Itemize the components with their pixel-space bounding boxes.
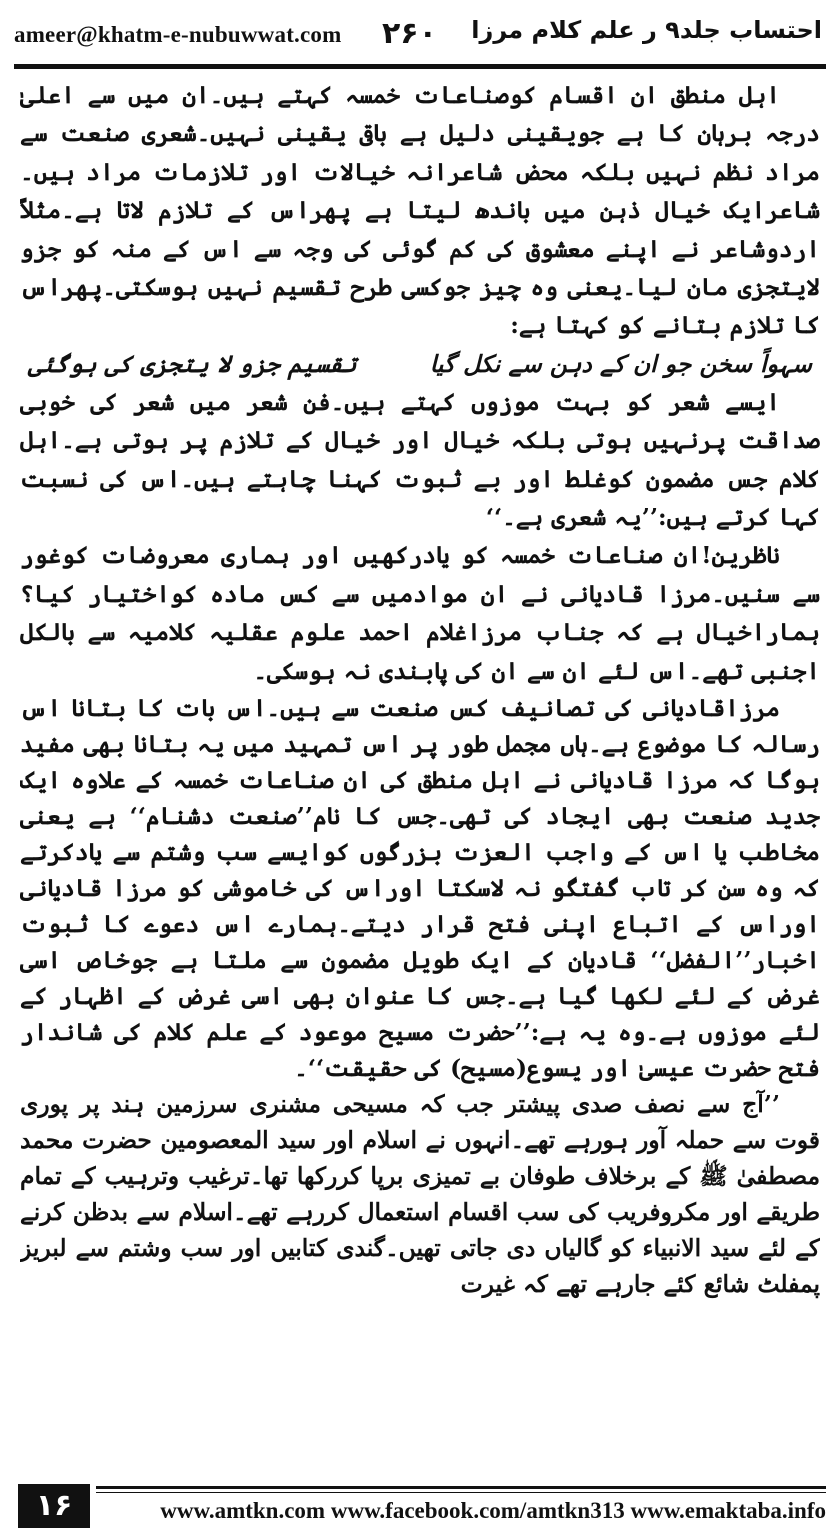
verse-line-right: سہواً سخن جو ان کے دہن سے نکل گیا [429, 349, 812, 378]
header-email: ameer@khatm-e-nubuwwat.com [14, 22, 342, 47]
page-header [0, 0, 840, 70]
page-body [20, 76, 820, 1466]
paragraph-2: ایسے شعر کو بہت موزوں کہتے ہیں۔فن شعر میں شعر کی خوبی صداقت پرنہیں ہوتی بلکہ خیال اور خیال کے تلازم پر ہوتی ہے۔اہل کلام جس مضمون کوغلط اور بے ثبوت کہنا چاہتے ہیں۔اس کی نسبت کہا کرتے ہیں:’’یہ شعری ہے۔‘‘ [20, 387, 820, 532]
header-rule [14, 64, 826, 69]
paragraph-4: مرزاقادیانی کی تصانیف کس صنعت سے ہیں۔اس بات کا بتانا اس رسالہ کا موضوع ہے۔ہاں مجمل طور پر اس تمہید میں یہ بتانا بھی مفید ہوگا کہ مرزا قادیانی نے اہل منطق کی ان صناعات خمسہ کے علاوہ ایک جدید صنعت بھی ایجاد کی تھی۔جس کا نام’’صنعت دشنام‘‘ ہے یعنی مخاطب یا اس کے واجب العزت بزرگوں کوایسے سب وشتم سے یادکرتے کہ وہ سن کر تاب گفتگو نہ لاسکتا اوراس کی خاموشی کو مرزا قادیانی اوراس کے اتباع اپنی فتح قرار دیتے۔ہمارے اس دعوے کا ثبوت اخبار’’الفضل‘‘ قادیان کے ایک طویل مضمون سے ملتا ہے جوخاص اسی غرض کے لئے لکھا گیا ہے۔جس کا عنوان بھی اسی غرض کے اظہار کے لئے موزوں ہے۔وہ یہ ہے:’’حضرت مسیح موعود کے علم کلام کی شاندار فتح حضرت عیسیٰ اور یسوع(مسیح) کی حقیقت‘‘۔ [20, 694, 820, 1083]
page-footer [0, 1476, 840, 1540]
footer-rule-thin [96, 1492, 826, 1493]
verse-line-left: تقسیم جزو لا یتجزی کی ہوگئی [28, 349, 357, 378]
footer-urls: www.amtkn.com www.facebook.com/amtkn313 www.emaktaba.info [160, 1498, 826, 1523]
header-book-title: احتساب جلد۹ ر علم کلام مرزا [471, 16, 822, 44]
paragraph-3: ناظرین!ان صناعات خمسہ کو یادرکھیں اور ہماری معروضات کوغور سے سنیں۔مرزا قادیانی نے ان موادمیں سے کس مادہ کواختیار کیا؟ ہماراخیال ہے کہ جناب مرزاغلام احمد علوم عقلیہ کلامیہ سے بالکل اجنبی تھے۔اس لئے ان سے ان کی پابندی نہ ہوسکی۔ [20, 541, 820, 685]
quoted-paragraph: ’’آج سے نصف صدی پیشتر جب کہ مسیحی مشنری سرزمین ہند پر پوری قوت سے حملہ آور ہورہے تھے۔انہوں نے اسلام اور سید المعصومین حضرت محمد مصطفیٰ ﷺ کے برخلاف طوفان بے تمیزی برپا کررکھا تھا۔ترغیب وترہیب کے تمام طریقے اور مکروفریب کی سب اقسام استعمال کررہے تھے۔اسلام سے بدظن کرنے کے لئے سید الانبیاء کو گالیاں دی جاتی تھیں۔گندی کتابیں اور سب وشتم سے لبریز پمفلٹ شائع کئے جارہے تھے کہ غیرت [20, 1090, 820, 1299]
footer-rule-thick [96, 1486, 826, 1489]
header-page-number: ۲۶۰ [382, 16, 437, 51]
paragraph-1: اہل منطق ان اقسام کوصناعات خمسہ کہتے ہیں۔ان میں سے اعلیٰ درجہ برہان کا ہے جویقینی دلیل ہے باقی یقینی نہیں۔شعری صنعت سے مراد نظم نہیں بلکہ محض شاعرانہ خیالات اور تلازمات مراد ہیں۔شاعرایک خیال ذہن میں باندھ لیتا ہے پھراس کے تلازم لاتا ہے۔مثلاً اردوشاعر نے اپنے معشوق کی کم گوئی کی وجہ سے اس کے منہ کو جزو لایتجزی مان لیا۔یعنی وہ چیز جوکسی طرح تقسیم نہیں ہوسکتی۔پھراس کا تلازم بتانے کو کہتا ہے: [20, 81, 820, 340]
footer-page-box: ۱۶ [18, 1484, 90, 1528]
poetry-verse [20, 345, 820, 383]
